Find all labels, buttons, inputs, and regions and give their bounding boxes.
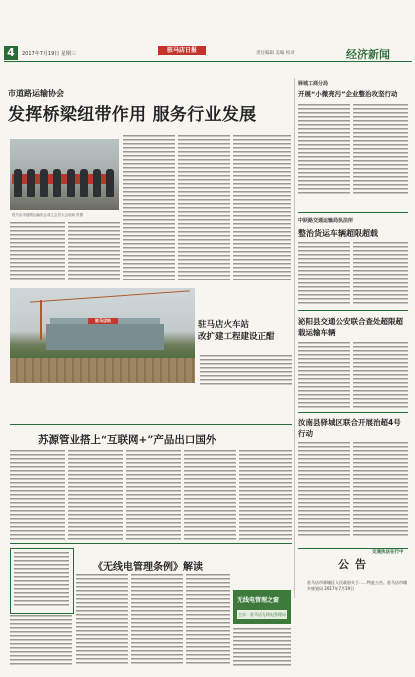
station-sign: 驻马店站	[88, 318, 118, 324]
story3-col4	[184, 450, 236, 540]
station-text	[200, 355, 292, 385]
right-headline-1: 开展“小微亮污”企业整治攻坚行动	[298, 90, 398, 98]
story4-col4	[233, 628, 291, 666]
story3-col2	[68, 450, 123, 540]
story4-col2	[131, 574, 183, 666]
story3-headline: 苏源管业搭上“互联网+”产品出口国外	[38, 434, 217, 446]
crane-mast	[40, 300, 42, 340]
radio-promo-box	[233, 590, 291, 624]
right-kicker-1: 驿城工商分局	[298, 81, 329, 87]
right-text-4b	[353, 442, 408, 537]
lead-text-col1	[10, 222, 65, 282]
notice-text: 驻马店市驿城区人民政府关于……特此公告。驻马店市城乡规划局 2017年7月19日	[307, 580, 407, 591]
right-headline-2: 整治货运车辆超限超载	[298, 229, 378, 238]
right-headline-4: 汝南县驿城区联合开展治超4号行动	[298, 418, 401, 438]
lead-kicker: 市道路运输协会	[8, 89, 64, 98]
right-headline-3: 泌阳县交通公安联合查处超限超载运输车辆	[298, 317, 403, 337]
right-text-1a	[298, 104, 350, 196]
promo-title: 无线电管理之窗	[237, 597, 280, 604]
story3-rule	[10, 424, 292, 425]
newspaper-logo: 驻马店日报	[158, 46, 206, 55]
construction-ground	[10, 358, 195, 383]
story3-col1	[10, 450, 65, 540]
lead-photo-caption: 驻马店市道路运输协会成立会员大会现场 供图	[12, 213, 84, 217]
story3-col5	[239, 450, 292, 540]
right-text-2a	[298, 242, 350, 306]
crane-arm	[30, 290, 190, 303]
editor-meta: 责任编辑 美编 校对	[256, 51, 295, 56]
page-number: 4	[4, 46, 18, 60]
story4-col3	[186, 574, 230, 666]
right-text-3a	[298, 342, 350, 408]
photo-people	[14, 167, 114, 197]
station-headline-line1: 驻马店火车站	[198, 320, 250, 330]
right-text-1b	[353, 104, 408, 196]
notice-rule	[298, 548, 408, 549]
station-headline	[198, 319, 275, 343]
story4-side-box	[10, 548, 74, 614]
right-kicker-2: 中跃路交通运输局执法所	[298, 218, 354, 224]
lead-headline: 发挥桥梁纽带作用 服务行业发展	[8, 105, 257, 125]
lead-text-col3	[123, 135, 175, 280]
station-building	[46, 324, 164, 350]
lead-text-col2	[68, 222, 120, 282]
story3-col3	[126, 450, 181, 540]
right-text-3b	[353, 342, 408, 408]
story4-rule	[10, 543, 292, 544]
lead-text-col4	[178, 135, 230, 280]
right-rule-2	[298, 310, 408, 311]
story4-col1	[76, 574, 128, 666]
notice-title: 公告	[338, 558, 372, 571]
column-separator	[294, 78, 295, 598]
station-photo	[10, 288, 195, 383]
lead-text-col5	[233, 135, 291, 280]
issue-date: 2017年7月19日 星期三	[22, 51, 76, 57]
right-rule-1	[298, 212, 408, 213]
side-box-text	[14, 552, 69, 608]
story4-headline: 《无线电管理条例》解读	[93, 562, 203, 573]
section-title: 经济新闻	[346, 48, 390, 61]
promo-subtitle: 主办：驻马店无线电管理局	[238, 612, 286, 617]
traffic-tag: 交通执法在行中	[372, 550, 404, 555]
story4-col0	[10, 615, 72, 666]
right-text-4a	[298, 442, 350, 537]
right-text-2b	[353, 242, 408, 306]
station-headline-line2: 改扩建工程建设正酣	[198, 332, 275, 342]
right-rule-3	[298, 412, 408, 413]
